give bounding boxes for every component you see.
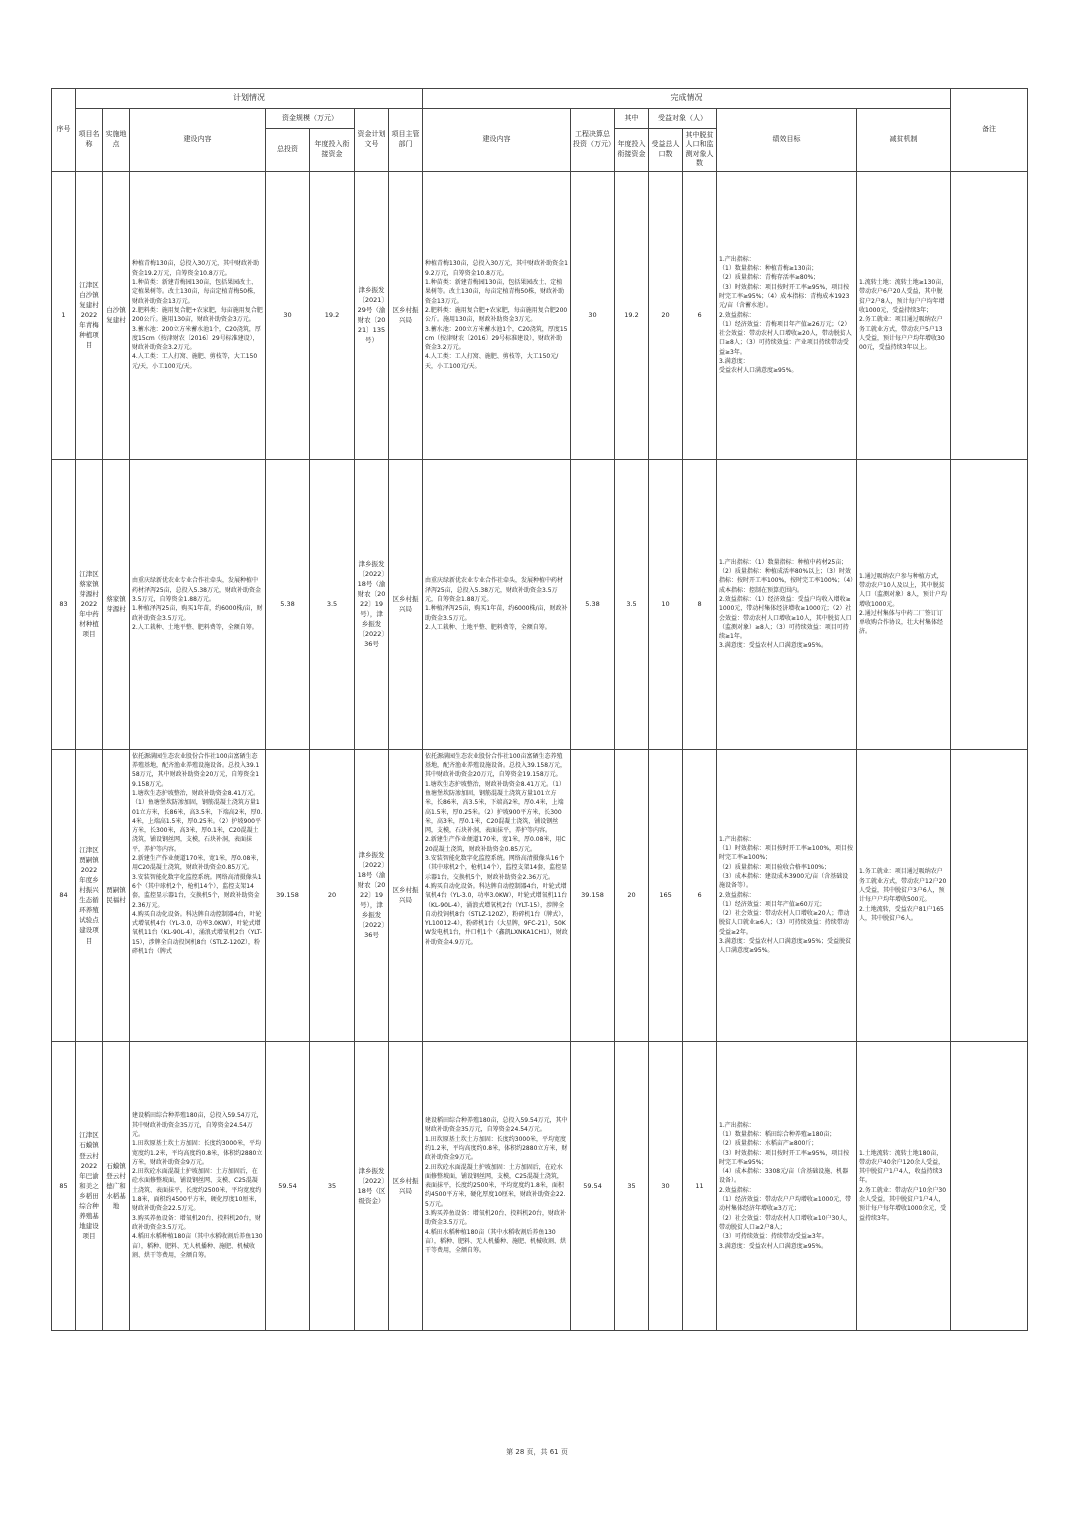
cell-total-invest: 30 [266,171,310,459]
table-row [52,459,1028,749]
cell-done-annual: 19.2 [615,171,649,459]
header-of-which: 其中 [615,109,649,129]
cell-project-name: 江津区蔡家镇芽源村2022年中药材种植项目 [76,459,103,749]
cell-seq: 84 [52,749,76,1041]
header-beneficiary: 受益对象（人） [649,109,717,129]
cell-location: 白沙镇复建村 [103,171,130,459]
header-total-invest: 总投资 [266,129,310,172]
cell-plan-content: 由重庆绿新优农业专业合作社牵头，发展种植中药材泽泻25亩，总投入5.38万元，财政补助资金3.5万元，自筹资金1.88万元。 1.种植泽泻25亩，购买1年苗，约6000株/亩，财政补助资金3.5万元。 2.人工栽种、土地平整、肥料费等，全额自筹。 [130,459,266,749]
header-plan-group: 计划情况 [76,89,423,109]
cell-seq: 83 [52,459,76,749]
cell-location: 贾嗣镇民福村 [103,749,130,1041]
cell-note [951,749,1028,1041]
cell-ben-poor: 6 [683,171,717,459]
header-done-content: 建设内容 [423,109,571,172]
cell-final-invest: 59.54 [571,1041,615,1330]
cell-ben-total: 165 [649,749,683,1041]
page-footer: 第 28 页，共 61 页 [506,1448,568,1456]
cell-ben-total: 20 [649,171,683,459]
cell-done-annual: 3.5 [615,459,649,749]
cell-dept: 区乡村振兴局 [389,749,423,1041]
header-annual-fund: 年度投入衔接资金 [310,129,355,172]
cell-seq: 85 [52,1041,76,1330]
cell-project-name: 江津区贾嗣镇2022年度乡村振兴生态循环养殖试验点建设项目 [76,749,103,1041]
project-table [51,88,1028,1331]
cell-done-content-text: 依托源满园生态农业股份合作社100亩富硒生态养殖基地，配齐渔业养殖设施设备。总投入39.158万元，其中财政补助资金20万元，自筹资金19.158万元。 1.塘坎生态护坡整治，财政补助资金8.41万元。（1）鱼塘堡坎防渗加固，钢筋混凝土浇筑方量101立方米，长86米，高3.5米，下端高2米，厚0.4米，上端高1.5米，厚0.25米。（2）护坡900平方米，长300米，高3米，厚0.1米，C20混凝土浇筑，铺设钢丝网，支模，石块补洞，表面抹平，养护等内容。 2.新建生产作业便道170米，宽1米，厚0.08米，用C20混凝土浇筑，财政补助资金0.85万元。 3.安装智能化数字化监控系统。网络高清摄像头16个（其中球机2个，枪机14个），监控支架14套，监控显示器1台，交换机5个，财政补助资金2.36万元。 4.购买自动化设备。科达牌自动控制器4台，叶轮式增氧机4台（YL-3.0，功率3.0KW），叶轮式增氧机11台（KL-90L-4），涌浪式增氧机2台（YLT-15），涉牌全自动投饲机8台（STLZ-120Z），粉碎机1台（牌式），YL10012-4），粉碎机1台（大星牌，9FC-21），50KW发电机1台，井口机1个（鑫凯LXNKA1CH1），财政补助资金4.9万元。 [425,752,568,946]
cell-plan-doc: 津乡振发〔2022〕18号（渝财农〔2022〕19号），津乡振发〔2022〕36号 [355,459,389,749]
cell-ben-poor: 8 [683,459,717,749]
cell-perf: 1.产出指标：（1）数量指标：种植中药材25亩；（2）质量指标：种植成活率80%以上；（3）时效指标：按时开工率100%，按时完工率100%；（4）成本指标：控制在预算范围内。 2.效益指标：（1）经济效益：受益户均收入增收≥1000元，带动村集体经济增收≥1000元；（2）社会效益：带动农村人口增收≥10人，其中脱贫人口（监测对象）≥8人；（3）可持续效益：项目可持续≥1年。 3.满意度：受益农村人口满意度≥95%。 [717,459,857,749]
cell-total-invest: 59.54 [266,1041,310,1330]
cell-project-name: 江津区白沙镇复建村2022年青梅种植项目 [76,171,103,459]
cell-mech: 1.通过吸纳农户参与种植方式，带动农户10人及以上，其中脱贫人口（监测对象）8人，预计户均增收1000元。 2.通过村集体与中药二厂签订订单收购合作协议，壮大村集体经济。 [857,459,951,749]
cell-perf: 1.产出指标： （1）数量指标：种植青梅≥130亩； （2）质量指标：青梅存活率≥80%； （3）时效指标：项目按时开工率≥95%，项目按时完工率≥95%；（4）成本指标：青梅成本1923元/亩（含蓄水池）。 2.效益指标： （1）经济效益：青梅项目年产值≥26万元；（2）社会效益：带动农村人口增收≥20人，带动脱贫人口≥8人；（3）可持续效益：产业项目持续带动受益≥3年。 3.满意度： 受益农村人口满意度≥95%。 [717,171,857,459]
cell-ben-poor: 6 [683,749,717,1041]
header-fund-scale: 资金规模（万元） [266,109,355,129]
cell-done-content: 由重庆绿新优农业专业合作社牵头，发展种植中药材泽泻25亩，总投入5.38万元，财政补助资金3.5万元，自筹资金1.88万元。 1.种植泽泻25亩，购买1年苗，约6000株/亩，财政补助资金3.5万元。 2.人工栽种、土地平整、肥料费等，全额自筹。 [423,459,571,749]
cell-location: 蔡家镇芽源村 [103,459,130,749]
cell-total-invest: 39.158 [266,749,310,1041]
cell-ben-total: 30 [649,1041,683,1330]
cell-ben-poor: 11 [683,1041,717,1330]
header-project-name: 项目名称 [76,109,103,172]
cell-note [951,459,1028,749]
cell-annual-fund: 35 [310,1041,355,1330]
cell-project-name: 江津区石蟆镇登云村2022年巴渝和美之乡稻田综合种养殖基地建设项目 [76,1041,103,1330]
cell-plan-content: 建设稻田综合种养殖180亩，总投入59.54万元，其中财政补助资金35万元，自筹资金24.54万元。 1.田坎原基土坎土方加固：长度约3000米，平均宽度约1.2米，平均高度约0.8米，体积约2880立方米，财政补助资金9万元。 2.田坎砼水面混凝土护坡加固：土方加固后，在砼水面修整坡面，铺设钢丝网、支模、C25混凝土浇筑、表面抹平，长度约2500米，平均宽度约1.8米，面积约4500平方米，硬化厚度10厘米，财政补助资金22.5万元。 3.购买养鱼设备：增氧机20台、投料机20台，财政补助资金3.5万元。 4.稻田水稻种植180亩（其中水稻收割后养鱼130亩），稻种、肥料、无人机播种、施肥、机械收割、烘干等费用，全额自筹。 [130,1041,266,1330]
cell-final-invest: 5.38 [571,459,615,749]
cell-plan-doc: 津乡振发〔2022〕18号（渝财农〔2022〕19号），津乡振发〔2022〕36号 [355,749,389,1041]
cell-final-invest: 39.158 [571,749,615,1041]
cell-mech: 1.土地流转：流转土地180亩，带动农户40余户120余人受益，其中脱贫户1户4人，收益持续3年。 2.务工就业：带动农户10余户30余人受益，其中脱贫户1户4人，预计每户每年增收1000余元，受益持续3年。 [857,1041,951,1330]
header-perf: 绩效目标 [717,109,857,172]
cell-plan-content: 种植青梅130亩，总投入30万元，其中财政补助资金19.2万元，自筹资金10.8万元。 1.种苗类：新建青梅园130亩，包括果园改土、定植果树等。改土130亩，每亩定植青梅50株，财政补助资金13万元。 2.肥料类：施用复合肥+农家肥，每亩施用复合肥200公斤。施用130亩，财政补助资金3万元。 3.蓄水池：200立方米蓄水池1个，C20浇筑，厚度15cm（按津财农〔2016〕29号标准建设），财政补助资金3.2万元。 4.人工类：工人打窝、施肥、剪枝等，大工150元/天，小工100元/天。 [130,171,266,459]
cell-dept: 区乡村振兴局 [389,1041,423,1330]
cell-done-content: 种植青梅130亩，总投入30万元，其中财政补助资金19.2万元，自筹资金10.8万元。 1.种苗类：新建青梅园130亩，包括果园改土、定植果树等。改土130亩，每亩定植青梅50株，财政补助资金13万元。 2.肥料类：施用复合肥+农家肥，每亩施用复合肥200公斤。施用130亩，财政补助资金3万元。 3.蓄水池：200立方米蓄水池1个，C20浇筑，厚度15cm（按津财农〔2016〕29号标准建设），财政补助资金3.2万元。 4.人工类：工人打窝、施肥、剪枝等，大工150元/天，小工100元/天。 [423,171,571,459]
cell-annual-fund: 19.2 [310,171,355,459]
cell-annual-fund: 3.5 [310,459,355,749]
header-mech: 减贫机制 [857,109,951,172]
cell-dept: 区乡村振兴局 [389,171,423,459]
table-row [52,1041,1028,1330]
cell-plan-content-text: 依托源满园生态农业股份合作社100亩富硒生态养殖基地，配齐渔业养殖设施设备。总投入39.158万元，其中财政补助资金20万元，自筹资金19.158万元。 1.塘坎生态护坡整治，财政补助资金8.41万元。（1）鱼塘堡坎防渗加固，钢筋混凝土浇筑方量101立方米，长86米，高3.5米，下端高2米，厚0.4米，上端高1.5米，厚0.25米。（2）护坡900平方米，长300米，高3米，厚0.1米，C20混凝土浇筑，铺设钢丝网，支模，石块补洞，表面抹平，养护等内容。 2.新建生产作业便道170米，宽1米，厚0.08米，用C20混凝土浇筑，财政补助资金0.85万元。 3.安装智能化数字化监控系统。网络高清摄像头16个（其中球机2个，枪机14个），监控支架14套，监控显示器1台，交换机5个，财政补助资金2.36万元。 4.购买自动化设备。科达牌自动控制器4台，叶轮式增氧机4台（YL-3.0，功率3.0KW），叶轮式增氧机11台（KL-90L-4），涌浪式增氧机2台（YLT-15），涉牌全自动投饲机8台（STLZ-120Z），粉碎机1台（牌式 [132,752,263,955]
cell-ben-total: 10 [649,459,683,749]
cell-plan-doc: 津乡振发〔2022〕18号（区级资金） [355,1041,389,1330]
cell-dept: 区乡村振兴局 [389,459,423,749]
header-done-annual: 年度投入衔接资金 [615,129,649,172]
cell-perf: 1.产出指标： （1）数量指标：稻田综合种养殖≥180亩； （2）质量指标：水稻亩产≥800斤； （3）时效指标：项目按时开工率≥95%，项目按时完工率≥95%； （4）成本指标：3308元/亩（含基础设施、机器设备）。 2.效益指标： （1）经济效益：带动农户户均增收≥1000元，带动村集体经济年增收≥3万元； （2）社会效益：带动农村人口增收≥10户30人，带动脱贫人口≥2户8人； （3）可持续效益：持续带动受益≥3年。 3.满意度：受益农村人口满意度≥95%。 [717,1041,857,1330]
cell-note [951,1041,1028,1330]
header-done-group: 完成情况 [423,89,951,109]
cell-mech: 1.务工就业：项目通过吸纳农户务工就业方式，带动农户12户20人受益，其中脱贫户3户6人，预计每户户均年增收500元。 2.土地流转，受益农户81户165人，其中脱贫户6人。 [857,749,951,1041]
header-seq: 序号 [52,89,76,172]
cell-seq: 1 [52,171,76,459]
cell-plan-doc: 津乡振发〔2021〕29号（渝财农〔2021〕135号） [355,171,389,459]
cell-note [951,171,1028,459]
cell-perf: 1.产出指标： （1）时效指标：项目按时开工率≥100%，项目按时完工率≥100%； （2）质量指标：项目验收合格率100%； （3）成本指标：建设成本3900元/亩（含基础设施设备等）。 2.效益指标： （1）经济效益：项目年产值≥60万元； （2）社会效益：带动农村人口增收≥20人；带动脱贫人口就业≥6人；（3）可持续效益：持续带动受益≥2年。 3.满意度：受益农村人口满意度≥95%；受益脱贫人口满意度≥95%。 [717,749,857,1041]
cell-done-annual: 35 [615,1041,649,1330]
header-ben-poor: 其中脱贫人口和监测对象人数 [683,129,717,172]
cell-done-content [423,749,571,1041]
cell-final-invest: 30 [571,171,615,459]
header-location: 实施地点 [103,109,130,172]
header-final-invest: 工程决算总投资（万元） [571,109,615,172]
cell-location: 石蟆镇登云村德广和水稻基地 [103,1041,130,1330]
header-plan-content: 建设内容 [130,109,266,172]
cell-total-invest: 5.38 [266,459,310,749]
cell-mech: 1.流转土地：流转土地≥130亩，带动农户6户20人受益，其中脱贫户2户8人，预计每户户均年增收1000元，受益持续3年； 2.务工就业：项目通过吸纳农户务工就业方式，带动农户5户13人受益，预计每户户均年增收3000元，受益持续3年以上。 [857,171,951,459]
header-plan-doc: 资金计划文号 [355,109,389,172]
cell-plan-content [130,749,266,1041]
header-ben-total: 受益总人口数 [649,129,683,172]
cell-done-content: 建设稻田综合种养殖180亩，总投入59.54万元，其中财政补助资金35万元，自筹资金24.54万元。 1.田坎原基土坎土方加固：长度约3000米，平均宽度约1.2米，平均高度约0.8米，体积约2880立方米，财政补助资金9万元。 2.田坎砼水面混凝土护坡加固：土方加固后，在砼水面修整坡面，铺设钢丝网，支模，C25混凝土浇筑，表面抹平，长度约2500米，平均宽度约1.8米，面积约4500平方米，硬化厚度10厘米，财政补助资金22.5万元。 3.购买养鱼设备：增氧机20台、投料机20台，财政补助资金3.5万元。 4.稻田水稻种植180亩（其中水稻收割后养鱼130亩），稻种、肥料、无人机播种、施肥、机械收割、烘干等费用，全额自筹。 [423,1041,571,1330]
header-dept: 项目主管部门 [389,109,423,172]
table-row [52,171,1028,459]
cell-annual-fund: 20 [310,749,355,1041]
header-note: 备注 [951,89,1028,172]
cell-done-annual: 20 [615,749,649,1041]
table-row [52,749,1028,1041]
